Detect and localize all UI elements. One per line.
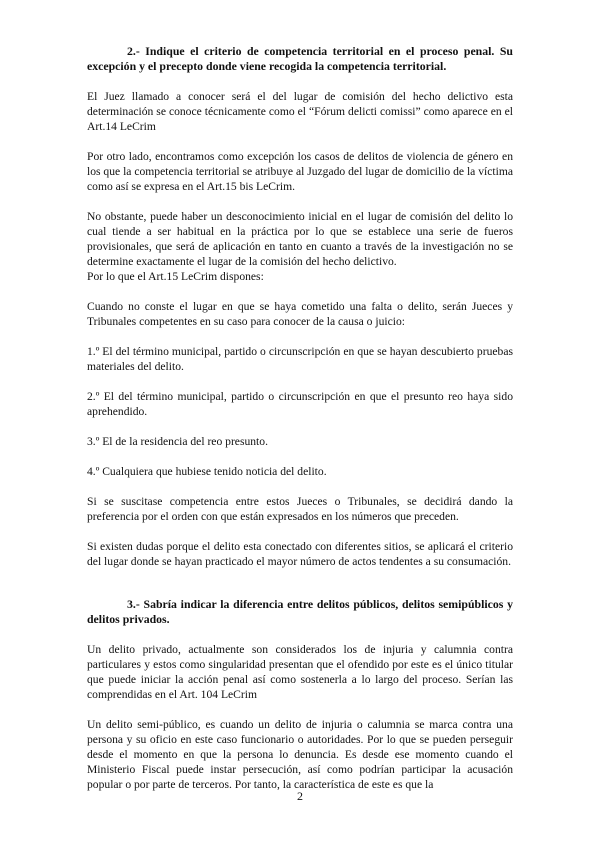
section-2-paragraph-2: Por otro lado, encontramos como excepción los casos de delitos de violencia de género en los que la competencia territorial se atribuye al Juzgado del lugar de domicilio de la víctima como así se expresa en el Art.15 bis LeCrim. <box>87 150 513 193</box>
list-item-2: 2.º El del término municipal, partido o circunscripción en que el presunto reo haya sido aprehendido. <box>87 390 513 418</box>
list-item-1: 1.º El del término municipal, partido o circunscripción en que se hayan descubierto pruebas materiales del delito. <box>87 345 513 373</box>
page-number: 2 <box>297 789 303 803</box>
section-2-paragraph-4: Por lo que el Art.15 LeCrim dispones: <box>87 270 264 283</box>
section-3-heading: 3.- Sabría indicar la diferencia entre delitos públicos, delitos semipúblicos y delitos privados. <box>87 597 513 626</box>
list-item-3: 3.º El de la residencia del reo presunto. <box>87 435 268 448</box>
section-2-paragraph-3: No obstante, puede haber un desconocimiento inicial en el lugar de comisión del delito lo cual tiende a ser habitual en la práctica por lo que se establece una serie de fueros provisionales, que será de aplicación en tanto en cuanto a través de la investigación no se determine exactamente el lugar de la comisión del hecho delictivo. <box>87 210 513 268</box>
section-2-paragraph-1: El Juez llamado a conocer será el del lugar de comisión del hecho delictivo esta determinación se conoce técnicamente como el “Fórum delicti comissi” como aparece en el Art.14 LeCrim <box>87 90 513 133</box>
section-2-paragraph-6: Si se suscitase competencia entre estos Jueces o Tribunales, se decidirá dando la preferencia por el orden con que están expresados en los números que preceden. <box>87 495 513 523</box>
document-page <box>87 44 513 792</box>
list-item-4: 4.º Cualquiera que hubiese tenido noticia del delito. <box>87 465 327 478</box>
section-2-heading: 2.- Indique el criterio de competencia territorial en el proceso penal. Su excepción y el precepto donde viene recogida la competencia territorial. <box>87 44 513 73</box>
section-3-paragraph-2: Un delito semi-público, es cuando un delito de injuria o calumnia se marca contra una persona y su oficio en este caso funcionario o autoridades. Por lo que se pueden perseguir desde el momento en que la persona lo denuncia. Es desde ese momento cuando el Ministerio Fiscal puede instar persecución, así como podrían participar la acusación popular o por parte de terceros. Por tanto, la característica de este es que la <box>87 718 513 791</box>
section-3-paragraph-1: Un delito privado, actualmente son considerados los de injuria y calumnia contra particulares y estos como singularidad presentan que el ofendido por este es el único titular que puede iniciar la acción penal así como sostenerla a lo largo del proceso. Serían las comprendidas en el Art. 104 LeCrim <box>87 643 513 701</box>
section-2-paragraph-7: Si existen dudas porque el delito esta conectado con diferentes sitios, se aplicará el criterio del lugar donde se hayan practicado el mayor número de actos tendentes a su consumación. <box>87 540 513 568</box>
section-2-paragraph-5: Cuando no conste el lugar en que se haya cometido una falta o delito, serán Jueces y Tribunales competentes en su caso para conocer de la causa o juicio: <box>87 300 513 328</box>
